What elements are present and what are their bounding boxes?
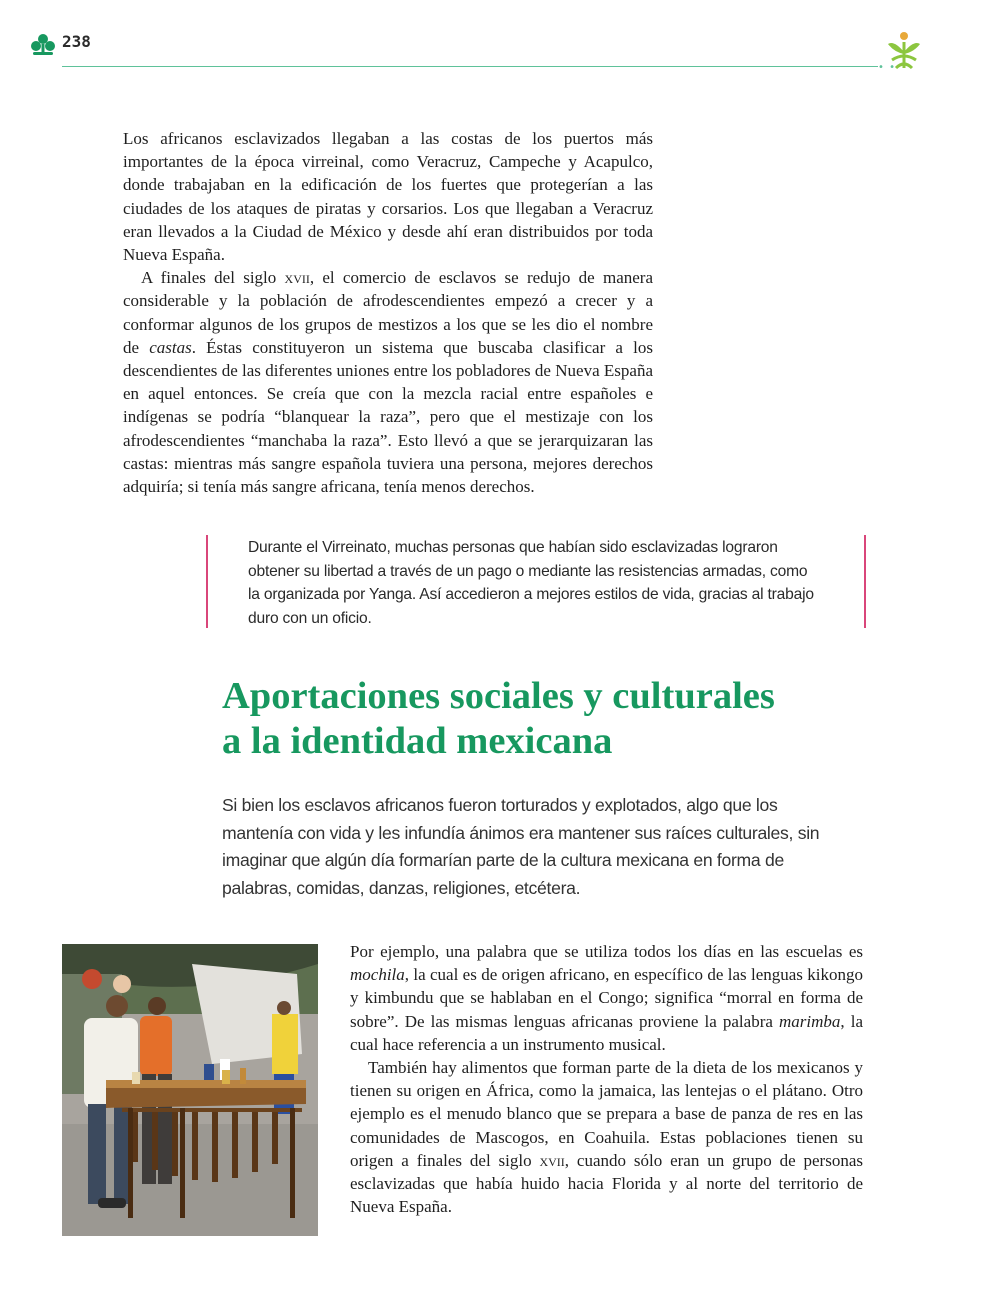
callout-text: Durante el Virreinato, muchas personas que habían sido esclavizadas lograron obtener su libertad a través de un pago o mediante las resistencias armadas, como la organizada por Yanga. Así accedieron a mejores estilos de vida, gracias al trabajo duro con un oficio. xyxy=(248,539,814,627)
intro-p2-text-1: A finales del siglo xyxy=(141,268,285,288)
page-number: 238 xyxy=(62,32,91,51)
intro-p2-text-2: , el comercio de esclavos se redujo de manera considerable y la población de afrodescendientes empezó a crecer y a conformar algunos de los grupos de mestizos a los que se les dio el nombre de xyxy=(123,268,653,357)
heading-line-2: a la identidad mexicana xyxy=(222,720,613,762)
body-p1-text-2: , la cual es de origen africano, en específico de las lenguas kikongo y kimbundu que se hablaban en el Congo; significa “morral en forma de sobre”. De las mismas lenguas africanas proviene la palabra xyxy=(350,965,863,1031)
body-p2-century: xvii xyxy=(539,1150,565,1170)
page-header xyxy=(0,0,986,80)
body-text xyxy=(350,940,863,1218)
marimba-photo xyxy=(62,944,318,1236)
body-p2-text-2: , cuando sólo eran un grupo de personas esclavizadas que había huido hacia Florida y al norte del territorio de Nueva España. xyxy=(350,1150,863,1217)
body-paragraph-1 xyxy=(350,940,863,1056)
sprout-logo-icon xyxy=(884,30,924,72)
intro-p2-century: xvii xyxy=(284,268,310,288)
lead-paragraph: Si bien los esclavos africanos fueron torturados y explotados, algo que los mantenía con vida y les infundía ánimos era mantener sus raíces culturales, sin imaginar que algún día formarían parte de la cultura mexicana en forma de palabras, comidas, danzas, religiones, etcétera. xyxy=(222,795,820,898)
body-p1-term-mochila: mochila xyxy=(350,965,405,985)
body-paragraph-2 xyxy=(350,1056,863,1218)
leaf-cluster-icon xyxy=(30,32,56,56)
header-rule xyxy=(62,66,878,67)
callout-box xyxy=(206,535,866,628)
rule-dots: • • xyxy=(878,62,896,73)
heading-line-1: Aportaciones sociales y culturales xyxy=(222,675,775,717)
intro-p2-term-castas: castas xyxy=(149,337,192,357)
body-p1-text-1: Por ejemplo, una palabra que se utiliza todos los días en las escuelas es xyxy=(350,942,863,961)
body-p1-term-marimba: marimba xyxy=(778,1011,841,1031)
body-p1-text-3: , la cual hace referencia a un instrumento musical. xyxy=(350,1011,863,1054)
intro-text xyxy=(123,127,653,498)
intro-paragraph-2 xyxy=(123,266,653,498)
intro-p2-text-3: . Éstas constituyeron un sistema que buscaba clasificar a los descendientes de las diferentes uniones entre los pobladores de Nueva España en aquel entonces. Se creía que con la mezcla racial entre españoles e indígenas se podría “blanquear la raza”, pero que el mestizaje con los afrodescendientes “manchaba la raza”. Esto llevó a que se jerarquizaran las castas: mientras más sangre española tuviera una persona, mejores derechos adquiría; si tenía más sangre africana, tenía menos derechos. xyxy=(123,337,653,497)
body-p2-text-1: También hay alimentos que forman parte de la dieta de los mexicanos y tienen su origen en África, como la jamaica, las lentejas o el plátano. Otro ejemplo es el menudo blanco que se prepara a base de panza de res en las comunidades de Mascogos, en Coahuila. Estas poblaciones tienen su origen a finales del siglo xyxy=(350,1058,863,1170)
section-heading xyxy=(222,674,902,764)
intro-paragraph-1: Los africanos esclavizados llegaban a las costas de los puertos más importantes de la época virreinal, como Veracruz, Campeche y Acapulco, donde trabajaban en la edificación de los fuertes que protegerían a las ciudades de los ataques de piratas y corsarios. Los que llegaban a Veracruz eran llevados a la Ciudad de México y desde ahí eran distribuidos por toda Nueva España. xyxy=(123,129,653,265)
